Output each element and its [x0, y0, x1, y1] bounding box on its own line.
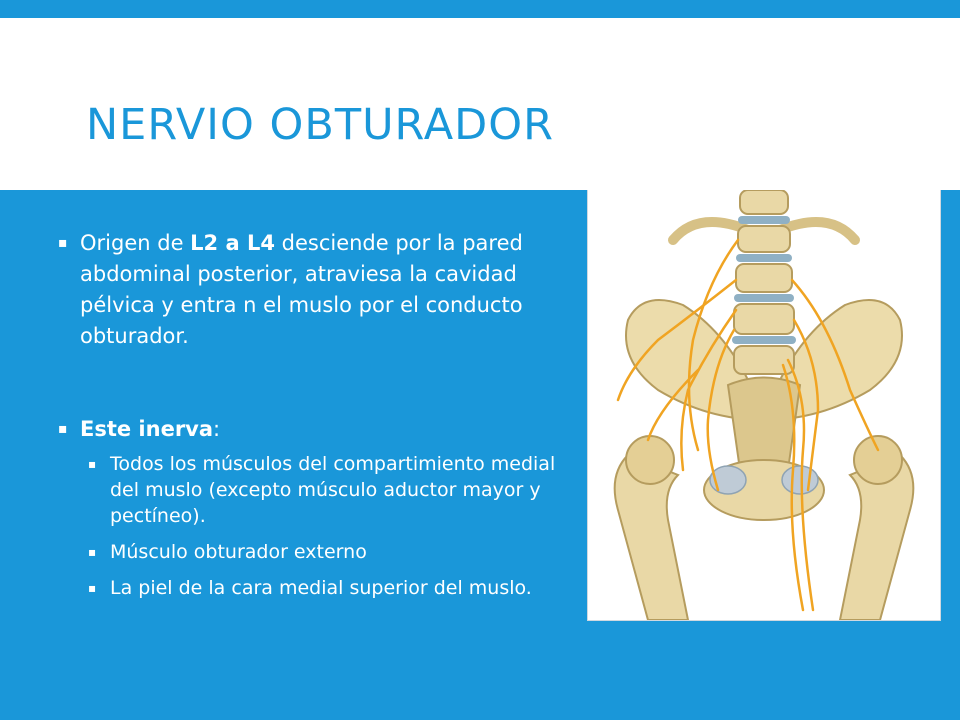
- bullet-innervates: [56, 414, 586, 445]
- sub-bullet-marker-icon: ▪: [88, 581, 97, 595]
- bullet-marker-icon: ▪: [58, 421, 68, 437]
- bullet-origin-rest: desciende por la pared abdominal posterior, atraviesa la cavidad pélvica y entra n el muslo por el conducto obturador.: [80, 231, 523, 348]
- title-area: [0, 18, 960, 190]
- sub-bullet-text: Todos los músculos del compartimiento medial del muslo (excepto músculo aductor mayor y pectíneo).: [110, 453, 556, 527]
- bullet-origin: [56, 228, 586, 352]
- bullet-origin-prefix: Origen de: [80, 231, 191, 255]
- slide-title: NERVIO OBTURADOR: [86, 100, 554, 150]
- bullet-innervates-rest: :: [213, 417, 221, 441]
- sub-bullet-obturator-externus: [86, 539, 586, 565]
- bullet-origin-bold: L2 a L4: [190, 231, 275, 255]
- sub-bullet-marker-icon: ▪: [88, 457, 97, 471]
- sub-bullet-thigh-skin: [86, 575, 586, 601]
- bullet-innervates-bold: Este inerva: [80, 417, 214, 441]
- sub-bullet-text: La piel de la cara medial superior del muslo.: [110, 577, 532, 599]
- content-panel: [0, 190, 960, 720]
- pelvis-illustration: [587, 190, 941, 621]
- top-accent-band: [0, 0, 960, 18]
- bullet-list: [56, 228, 586, 611]
- sub-bullet-marker-icon: ▪: [88, 545, 97, 559]
- pelvis-nerve-icon: [588, 190, 940, 620]
- sub-bullet-text: Músculo obturador externo: [110, 541, 367, 563]
- sub-bullet-medial-muscles: [86, 451, 586, 529]
- bullet-marker-icon: ▪: [58, 235, 68, 251]
